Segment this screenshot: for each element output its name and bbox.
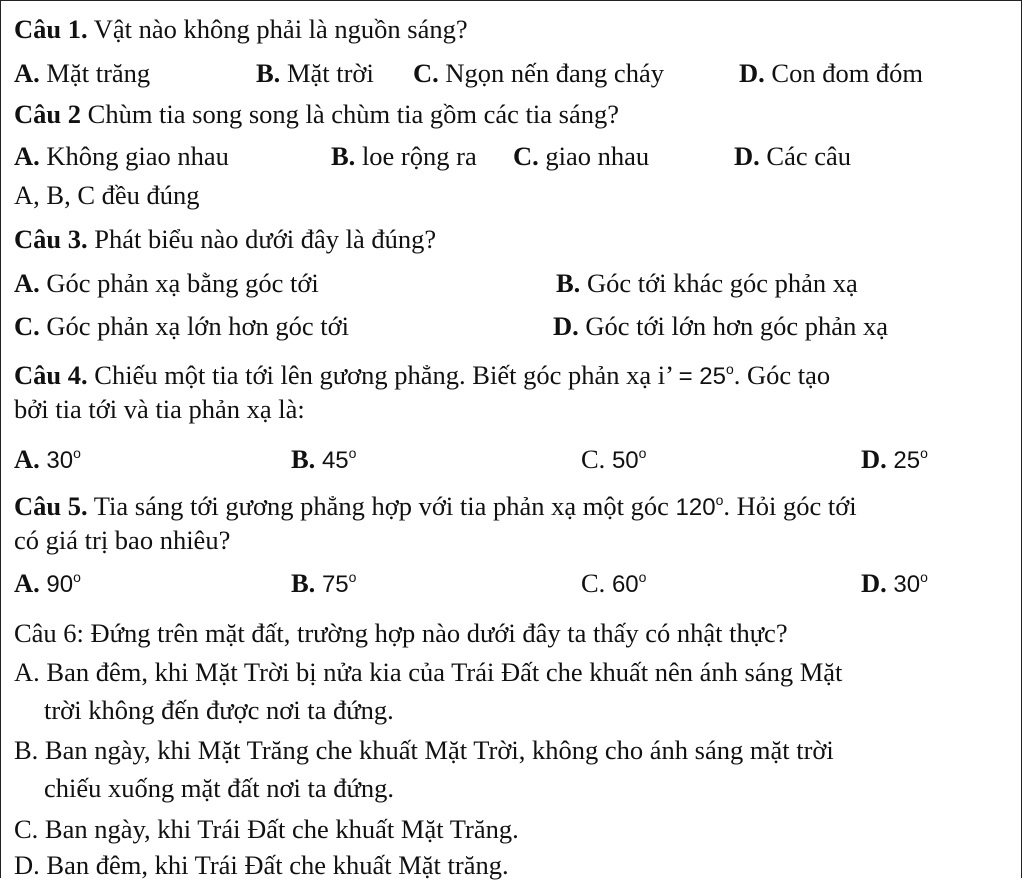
question-5-continued: có giá trị bao nhiêu? xyxy=(14,525,231,555)
q2-option-d-continued: A, B, C đều đúng xyxy=(14,180,200,210)
q6-option-b-continued: chiếu xuống mặt đất nơi ta đứng. xyxy=(44,773,394,803)
question-2 xyxy=(14,98,619,130)
q3-option-d: D. Góc tới lớn hơn góc phản xạ xyxy=(553,311,888,341)
q3-option-a: A. Góc phản xạ bằng góc tới xyxy=(14,268,319,298)
q6-option-d: D. Ban đêm, khi Trái Đất che khuất Mặt trăng. xyxy=(14,850,509,880)
question-1 xyxy=(14,13,468,45)
q3-option-c: C. Góc phản xạ lớn hơn góc tới xyxy=(14,311,349,341)
math-expression: 120$^o$ xyxy=(675,492,724,521)
q1-option-b: B. Mặt trời xyxy=(256,58,374,88)
q2-option-c: C. giao nhau xyxy=(513,141,650,171)
question-6: Câu 6: Đứng trên mặt đất, trường hợp nào dưới đây ta thấy có nhật thực? xyxy=(14,618,788,648)
q4-option-c: C. 50$^o$ xyxy=(581,444,647,474)
q2-option-a: A. Không giao nhau xyxy=(14,141,229,171)
q6-option-b: B. Ban ngày, khi Mặt Trăng che khuất Mặt Trời, không cho ánh sáng mặt trời xyxy=(14,735,834,765)
q4-option-a: A. 30$^o$ xyxy=(14,444,81,474)
q3-option-b: B. Góc tới khác góc phản xạ xyxy=(556,268,858,298)
q6-option-a-continued: trời không đến được nơi ta đứng. xyxy=(44,695,394,725)
q1-option-a: A. Mặt trăng xyxy=(14,58,151,88)
question-3 xyxy=(14,223,436,255)
q1-option-c: C. Ngọn nến đang cháy xyxy=(413,58,664,88)
question-text: Phát biểu nào dưới đây là đúng? xyxy=(87,224,437,254)
q4-option-d: D. 25$^o$ xyxy=(861,444,928,474)
question-5: Câu 5. Tia sáng tới gương phẳng hợp với tia phản xạ một góc 120$^o$. Hỏi góc tới xyxy=(14,491,857,521)
question-label: Câu 3. xyxy=(14,224,88,254)
q2-option-b: B. loe rộng ra xyxy=(331,141,477,171)
q5-option-d: D. 30$^o$ xyxy=(861,568,928,598)
question-4-continued: bởi tia tới và tia phản xạ là: xyxy=(14,394,305,424)
question-4: Câu 4. Chiếu một tia tới lên gương phẳng. Biết góc phản xạ i’ = $25^o$. Góc tạo xyxy=(14,360,831,390)
question-label: Câu 5. xyxy=(14,491,88,521)
q6-option-a: A. Ban đêm, khi Mặt Trời bị nửa kia của Trái Đất che khuất nên ánh sáng Mặt xyxy=(14,657,843,687)
q6-option-c: C. Ban ngày, khi Trái Đất che khuất Mặt Trăng. xyxy=(14,814,519,844)
question-label: Câu 2 xyxy=(14,99,82,129)
q5-option-b: B. 75$^o$ xyxy=(291,568,357,598)
question-text: Chùm tia song song là chùm tia gồm các tia sáng? xyxy=(81,99,619,129)
q5-option-c: C. 60$^o$ xyxy=(581,568,647,598)
q5-option-a: A. 90$^o$ xyxy=(14,568,81,598)
question-text: Vật nào không phải là nguồn sáng? xyxy=(87,14,468,44)
question-label: Câu 4. xyxy=(14,360,88,390)
question-label: Câu 1. xyxy=(14,14,88,44)
q2-option-d: D. Các câu xyxy=(734,141,851,171)
q1-option-d: D. Con đom đóm xyxy=(739,58,924,88)
q4-option-b: B. 45$^o$ xyxy=(291,444,357,474)
math-expression: = $25^o$ xyxy=(678,361,734,390)
